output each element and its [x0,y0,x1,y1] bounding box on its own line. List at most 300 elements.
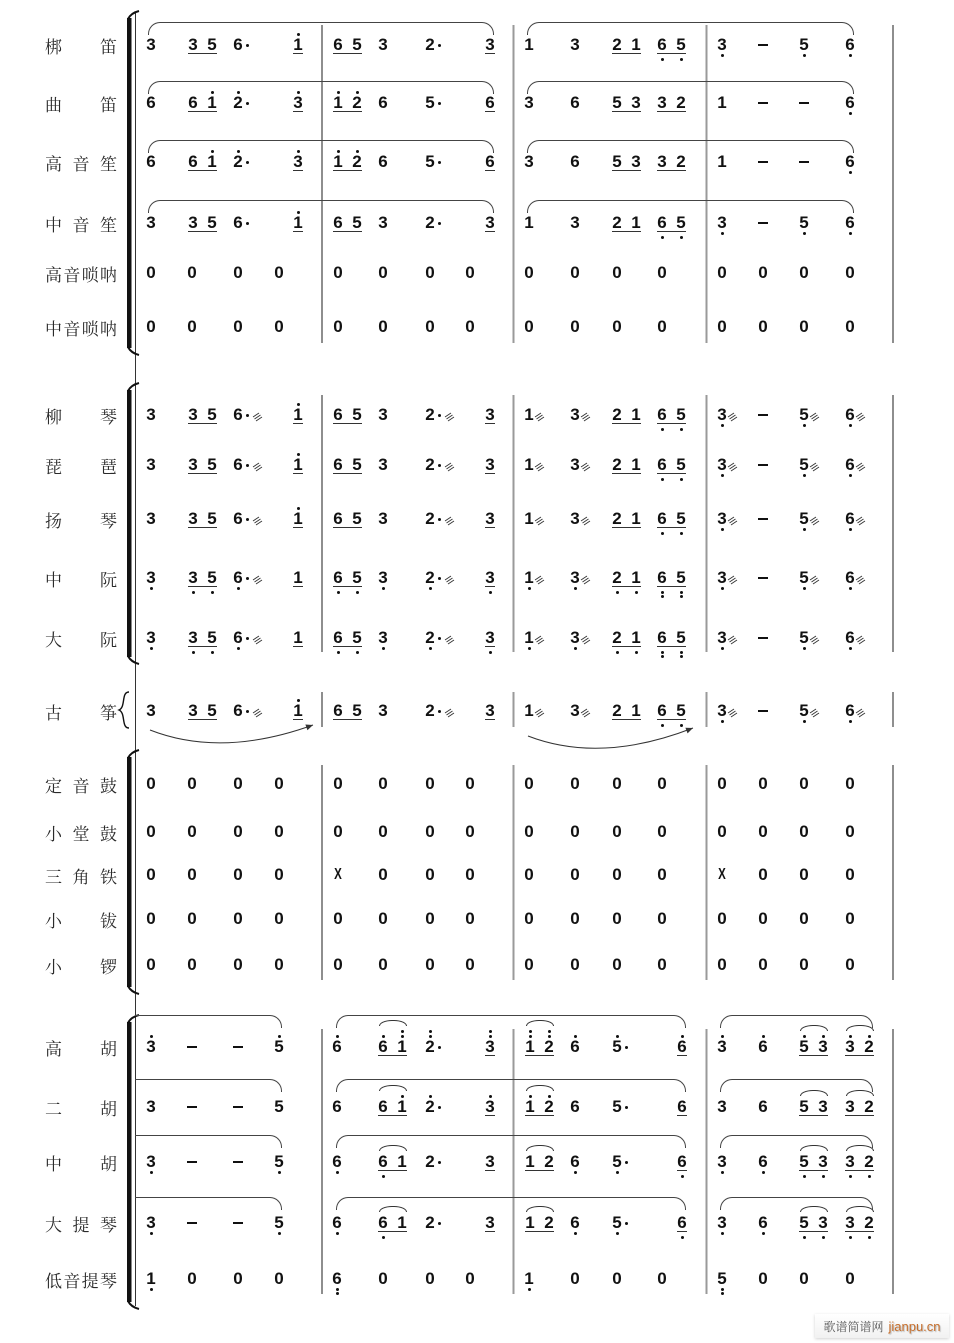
note-item [425,215,435,231]
note-digit: 5 [274,1213,284,1232]
note-digit: 0 [425,317,435,336]
rest [146,867,156,883]
note [485,37,495,53]
note [146,1099,156,1115]
octave-dot [721,1035,724,1038]
note-digit: 6 [333,568,343,587]
note-digit: 3 [717,455,727,474]
note-digit: 0 [233,1269,243,1288]
note-digit: 1 [293,455,303,474]
note-item [146,824,156,840]
note [799,570,809,586]
note-item [524,215,534,231]
label-char: 音 [72,215,90,236]
note-item [485,1215,495,1232]
note [485,457,495,473]
note-digit: 3 [818,1213,828,1232]
note [717,407,727,423]
note-item [378,957,388,973]
note-item [612,319,622,335]
note [146,1154,156,1170]
note-digit: 3 [570,568,580,587]
note-item [378,215,388,231]
note-item [378,867,388,883]
note-digit: 0 [717,822,727,841]
note [425,407,435,423]
tremolo-icon [581,412,590,421]
note-item [717,1271,727,1287]
note-item [612,824,622,840]
note [845,1099,855,1115]
note-digit: 2 [425,628,435,647]
note-digit: 6 [378,152,388,171]
note-digit: 2 [612,455,622,474]
rest [570,1271,580,1287]
note [758,1154,768,1170]
note-digit: 6 [845,405,855,424]
note-digit: 2 [612,405,622,424]
note-item [425,630,435,646]
slur-arc [527,140,854,153]
note [485,1154,495,1170]
note-item [524,265,534,281]
note-group [188,570,217,587]
dash-line [758,464,768,466]
rest [524,911,534,927]
note [425,37,435,53]
augmentation-dot [246,710,249,713]
note [485,1099,495,1115]
octave-dot [762,1171,765,1174]
note-digit: 0 [378,263,388,282]
rest [233,824,243,840]
note-digit: 0 [570,1269,580,1288]
octave-dot [721,647,724,650]
note-item [717,37,727,53]
note-item [378,265,388,281]
octave-dot [849,54,852,57]
note-digit: 3 [378,455,388,474]
note-item [758,911,768,927]
note-item [845,703,855,719]
note-item [570,703,580,719]
note-digit: 5 [352,405,362,424]
note-item [845,95,855,111]
tremolo-icon [445,462,454,471]
note-group [188,154,217,171]
note-digit: 0 [187,865,197,884]
note-digit: 3 [485,1152,495,1171]
note-item [146,215,156,231]
note-group [657,37,686,54]
note-item [332,1271,342,1287]
note-item [146,95,156,111]
note-item [524,319,534,335]
instrument-label [45,567,117,589]
rest [657,867,667,883]
note-item [612,1039,622,1055]
label-char: 音 [63,319,81,340]
octave-dot [616,591,619,594]
note-item [612,1215,622,1231]
note-digit: 2 [612,35,622,54]
note-digit: 3 [631,152,641,171]
note-item [524,867,534,883]
note-item [612,1271,622,1287]
note-digit: 0 [612,865,622,884]
augmentation-dot [246,518,249,521]
note-group [612,37,641,54]
octave-dot [278,1232,281,1235]
note [352,407,362,423]
label-char: 提 [72,1215,90,1236]
note-item [274,867,284,883]
octave-dot [762,1035,765,1038]
slur-arc [720,1197,873,1210]
note [717,1215,727,1231]
augmentation-dot [438,637,441,640]
note-digit: 0 [524,822,534,841]
rest [570,776,580,792]
note [233,154,243,170]
note [397,1215,407,1231]
note-item [717,776,727,792]
note-digit: 3 [146,35,156,54]
note-item [570,265,580,281]
note [544,1099,554,1115]
note [676,630,686,646]
octave-dot [721,232,724,235]
rest [799,957,809,973]
note-item [717,1154,727,1170]
note [657,511,667,527]
label-char: 钹 [100,911,117,932]
note-digit: 1 [333,152,343,171]
rest [717,911,727,927]
slur-arc [720,1015,873,1028]
note [425,630,435,646]
note [233,37,243,53]
note [818,1154,828,1170]
note-item [332,1154,342,1170]
octave-dot [401,1035,404,1038]
rest [274,911,284,927]
note-digit: 0 [657,263,667,282]
octave-dot [661,478,664,481]
note-item [274,957,284,973]
note-digit: 3 [717,405,727,424]
rest [425,867,435,883]
note-digit: 6 [378,1037,388,1056]
augmentation-dot [246,577,249,580]
tremolo-icon [856,708,865,717]
note-digit: 2 [352,152,362,171]
note-item [233,1099,243,1115]
note-item [293,570,303,587]
note-item [677,1099,687,1116]
instrument-label [45,954,117,976]
note-digit: 0 [146,263,156,282]
octave-dot [803,1236,806,1239]
note-digit: 6 [845,628,855,647]
note [799,1099,809,1115]
octave-dot [574,587,577,590]
note-group [378,1039,407,1056]
note [612,1039,622,1055]
note-digit: 1 [397,1152,407,1171]
note [677,1215,687,1231]
note-group [333,37,362,54]
note [544,1215,554,1231]
note-digit: 3 [188,213,198,232]
note-group [333,407,362,424]
slur-arc [720,1079,873,1092]
note-digit: 6 [677,1213,687,1232]
octave-dot [849,1236,852,1239]
note-digit: 2 [612,509,622,528]
note-digit: 6 [333,628,343,647]
note [657,703,667,719]
sustain-dash [758,511,768,527]
note-digit: 5 [717,1269,727,1288]
note-digit: 0 [524,865,534,884]
note-digit: 1 [525,1152,535,1171]
tremolo-icon [810,412,819,421]
note-item [758,1271,768,1287]
note-digit: 3 [845,1152,855,1171]
note [333,95,343,111]
octave-dot [661,595,664,598]
note-item [425,824,435,840]
note-item [233,911,243,927]
note-digit: 0 [799,317,809,336]
note-digit: 0 [146,909,156,928]
note-digit: 0 [758,822,768,841]
note [570,154,580,170]
note [293,570,303,586]
note-group [188,703,217,720]
note-digit: 6 [378,1152,388,1171]
note-digit: 1 [631,213,641,232]
note-item [465,776,475,792]
note-item [717,215,727,231]
note-digit: 0 [378,865,388,884]
label-char: 扬 [45,511,62,532]
brace-guzheng [119,692,129,728]
note-group [657,95,686,112]
rest [612,824,622,840]
note-item [845,154,855,170]
note-item [570,457,580,473]
octave-dot [211,651,214,654]
note-item [758,319,768,335]
note [207,37,217,53]
note-item [465,957,475,973]
dash-line [187,1222,197,1224]
note [799,407,809,423]
note-digit: 3 [570,405,580,424]
octave-dot [822,1236,825,1239]
note-digit: 3 [717,1152,727,1171]
note [524,511,534,527]
note-item [146,1271,156,1287]
instrument-label [45,1096,117,1118]
rest [187,824,197,840]
note-item [378,154,388,170]
note-digit: 0 [333,822,343,841]
note-digit: 0 [524,955,534,974]
tremolo-icon [856,462,865,471]
note [799,630,809,646]
note-digit: 0 [233,822,243,841]
note-item [485,511,495,528]
note-item [274,1215,284,1231]
octave-dot [574,1035,577,1038]
slur-arc [336,1079,686,1092]
note-digit: 3 [485,213,495,232]
rest [333,265,343,281]
octave-dot [489,591,492,594]
note-group [333,95,362,112]
note-digit: 0 [657,317,667,336]
note-digit: 0 [845,317,855,336]
note-digit: 2 [425,35,435,54]
note-item [233,407,243,423]
label-char: 琶 [100,457,117,478]
note [188,457,198,473]
sustain-dash [187,1039,197,1055]
dash-line [233,1222,243,1224]
note-digit: 6 [233,213,243,232]
sustain-dash [758,703,768,719]
note [146,630,156,646]
octave-dot [297,699,300,702]
note-digit: 2 [864,1213,874,1232]
note-item [485,630,495,647]
note-item [485,95,495,112]
note-item [233,1271,243,1287]
note [524,1271,534,1287]
label-char: 柳 [45,407,62,428]
label-char: 音 [63,1271,81,1292]
note-digit: 5 [612,1097,622,1116]
note [631,37,641,53]
note-item [717,867,727,883]
note-digit: 5 [207,628,217,647]
rest [146,776,156,792]
note [845,630,855,646]
note-digit: 0 [425,865,435,884]
instrument-label [45,454,117,476]
augmentation-dot [625,1161,628,1164]
note-item [717,457,727,473]
note-digit: 3 [657,93,667,112]
rest [612,867,622,883]
note-digit: 0 [233,317,243,336]
note-group [333,703,362,720]
note-digit: 0 [570,909,580,928]
note [657,154,667,170]
octave-dot [868,1175,871,1178]
note-digit: 6 [657,568,667,587]
instrument-label [45,404,117,426]
octave-dot [489,651,492,654]
label-char: 音 [63,265,81,286]
note-item [845,957,855,973]
note-item [485,407,495,424]
note-item [465,867,475,883]
note-digit: 0 [612,822,622,841]
note-item [274,1099,284,1115]
note-item [187,867,197,883]
note-digit: 6 [188,152,198,171]
octave-dot [803,54,806,57]
octave-dot [681,1236,684,1239]
note-item [799,776,809,792]
note-digit: 1 [207,93,217,112]
note [425,215,435,231]
note [570,215,580,231]
note-digit: 3 [717,213,727,232]
note-digit: 1 [524,568,534,587]
note [293,215,303,231]
tremolo-icon [810,462,819,471]
note-digit: 0 [425,263,435,282]
octave-dot [721,720,724,723]
rest [657,911,667,927]
note-item [378,1271,388,1287]
octave-dot [661,236,664,239]
augmentation-dot [246,44,249,47]
note [352,511,362,527]
octave-dot [680,478,683,481]
note-item [332,1215,342,1231]
note [425,1215,435,1231]
percussion-hit [717,867,727,883]
note-digit: 0 [717,263,727,282]
note-item [524,95,534,111]
note-item [524,457,534,473]
note [631,511,641,527]
octave-dot [849,232,852,235]
note-digit: 3 [485,1213,495,1232]
instrument-label [45,773,117,795]
note [631,570,641,586]
note-digit: 5 [612,152,622,171]
note-digit: 0 [425,909,435,928]
note-digit: 3 [524,93,534,112]
note-digit: 6 [570,1097,580,1116]
rest [657,319,667,335]
slur-arc [336,1015,686,1028]
note-digit: 5 [676,455,686,474]
note-item [378,95,388,111]
note [274,1039,284,1055]
note-digit: 2 [864,1097,874,1116]
rest [570,824,580,840]
note [570,1215,580,1231]
note-digit: 0 [657,1269,667,1288]
note-item [485,1039,495,1056]
octave-dot [849,474,852,477]
label-char: 锣 [100,957,117,978]
note-digit: 3 [146,455,156,474]
note [207,511,217,527]
rest [465,957,475,973]
note-item [570,319,580,335]
note-digit: 0 [717,909,727,928]
note-group [612,215,641,232]
